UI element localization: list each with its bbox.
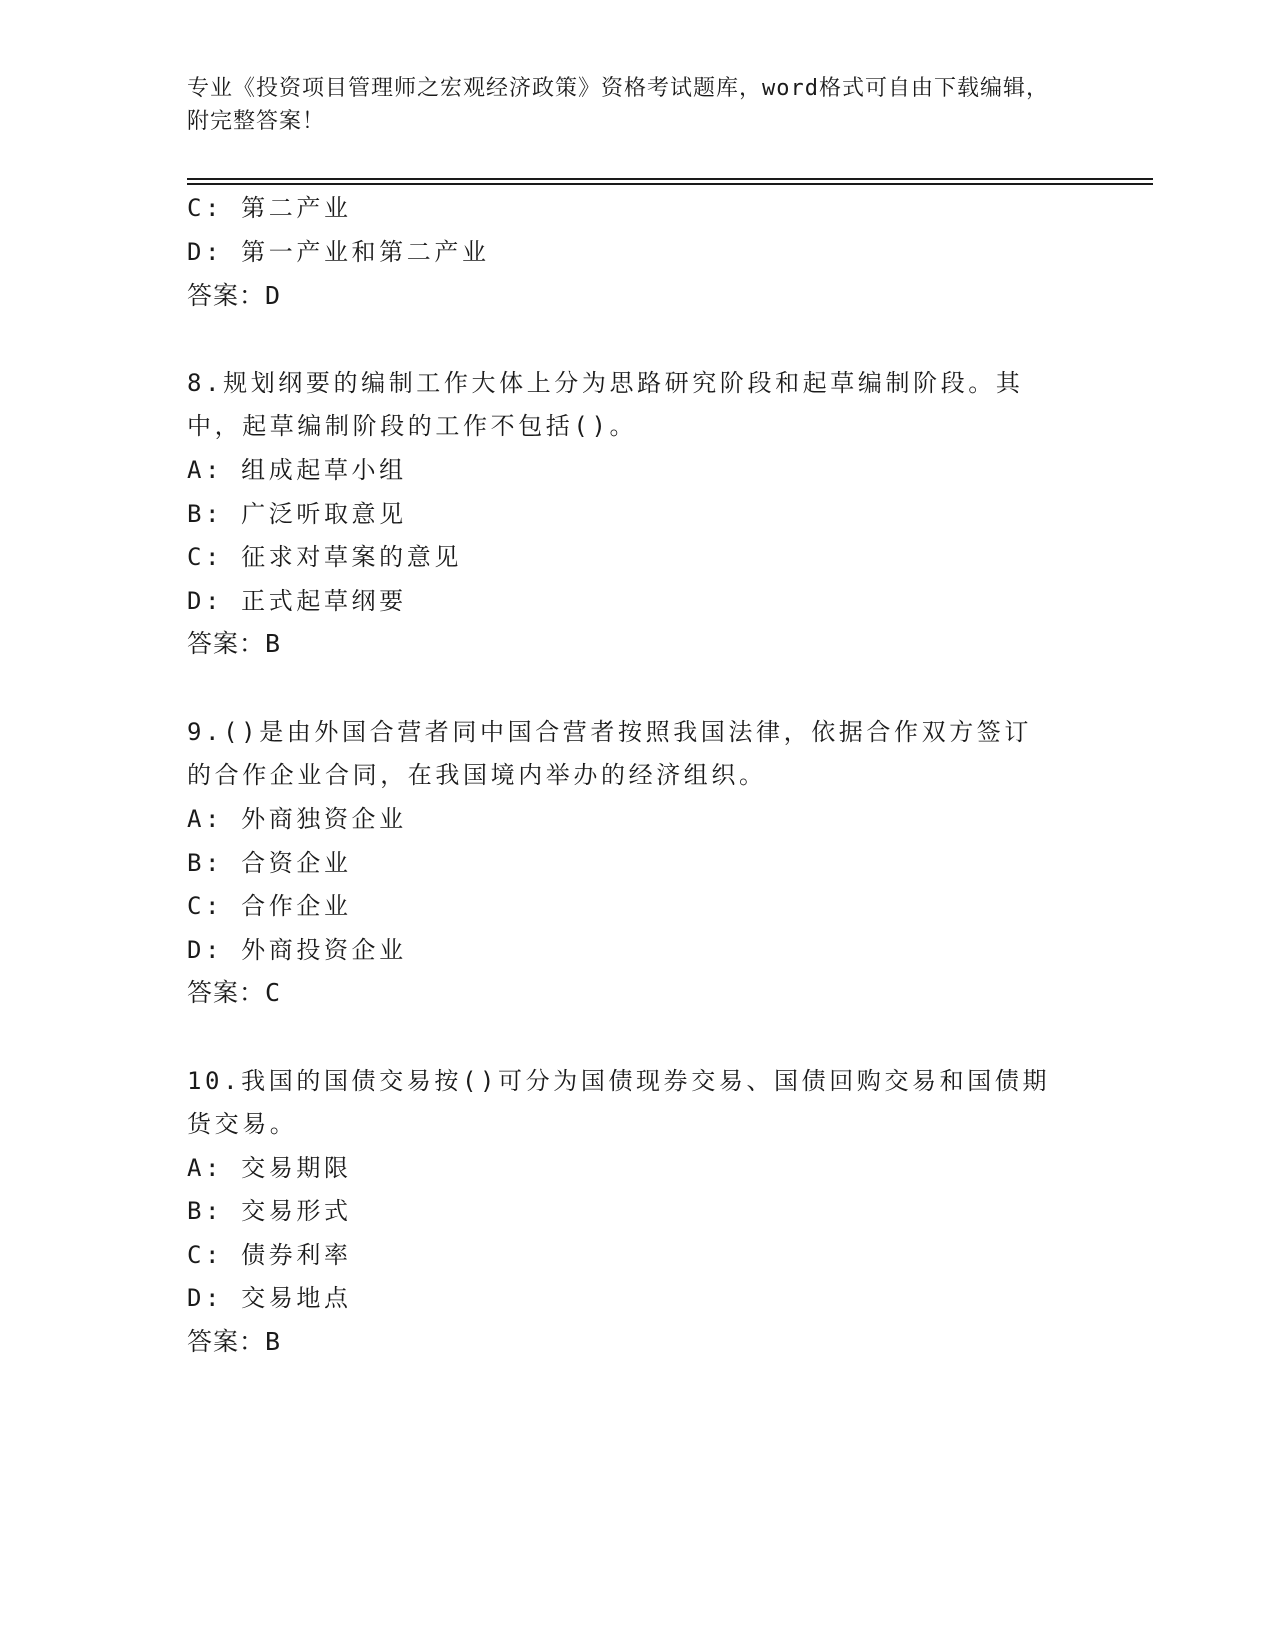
answer-label: 答案： [187,1327,266,1356]
answer-line [187,279,281,313]
option-b: B: 合资企业 [187,849,352,877]
answer-line [187,976,281,1010]
option-d: D: 第一产业和第二产业 [187,238,490,266]
answer-value: D [265,281,282,310]
option-c: C: 合作企业 [187,892,352,920]
question-stem: 的合作企业合同，在我国境内举办的经济组织。 [187,761,767,789]
question-stem: 中，起草编制阶段的工作不包括()。 [187,412,638,440]
option-a: A: 组成起草小组 [187,456,407,484]
document-header: 专业《投资项目管理师之宏观经济政策》资格考试题库，word格式可自由下载编辑，附完整答案！ [187,76,1049,134]
header-divider-top [187,178,1153,180]
answer-line [187,1325,281,1359]
option-d: D: 正式起草纲要 [187,587,407,615]
answer-label: 答案： [187,978,266,1007]
answer-value: B [265,629,282,658]
option-c: C: 征求对草案的意见 [187,543,462,571]
option-a: A: 交易期限 [187,1154,352,1182]
option-d: D: 交易地点 [187,1284,352,1312]
option-a: A: 外商独资企业 [187,805,407,833]
option-b: B: 交易形式 [187,1197,352,1225]
answer-label: 答案： [187,629,266,658]
option-c: C: 债券利率 [187,1241,352,1269]
question-stem: 8.规划纲要的编制工作大体上分为思路研究阶段和起草编制阶段。其 [187,369,1024,397]
question-stem: 9.()是由外国合营者同中国合营者按照我国法律，依据合作双方签订 [187,718,1032,746]
option-d: D: 外商投资企业 [187,936,407,964]
header-divider-bottom [187,183,1153,185]
question-stem: 10.我国的国债交易按()可分为国债现券交易、国债回购交易和国债期 [187,1067,1051,1095]
answer-value: C [265,978,282,1007]
option-c: C: 第二产业 [187,194,352,222]
answer-line [187,627,281,661]
question-stem: 货交易。 [187,1110,298,1138]
answer-label: 答案： [187,281,266,310]
answer-value: B [265,1327,282,1356]
option-b: B: 广泛听取意见 [187,500,407,528]
